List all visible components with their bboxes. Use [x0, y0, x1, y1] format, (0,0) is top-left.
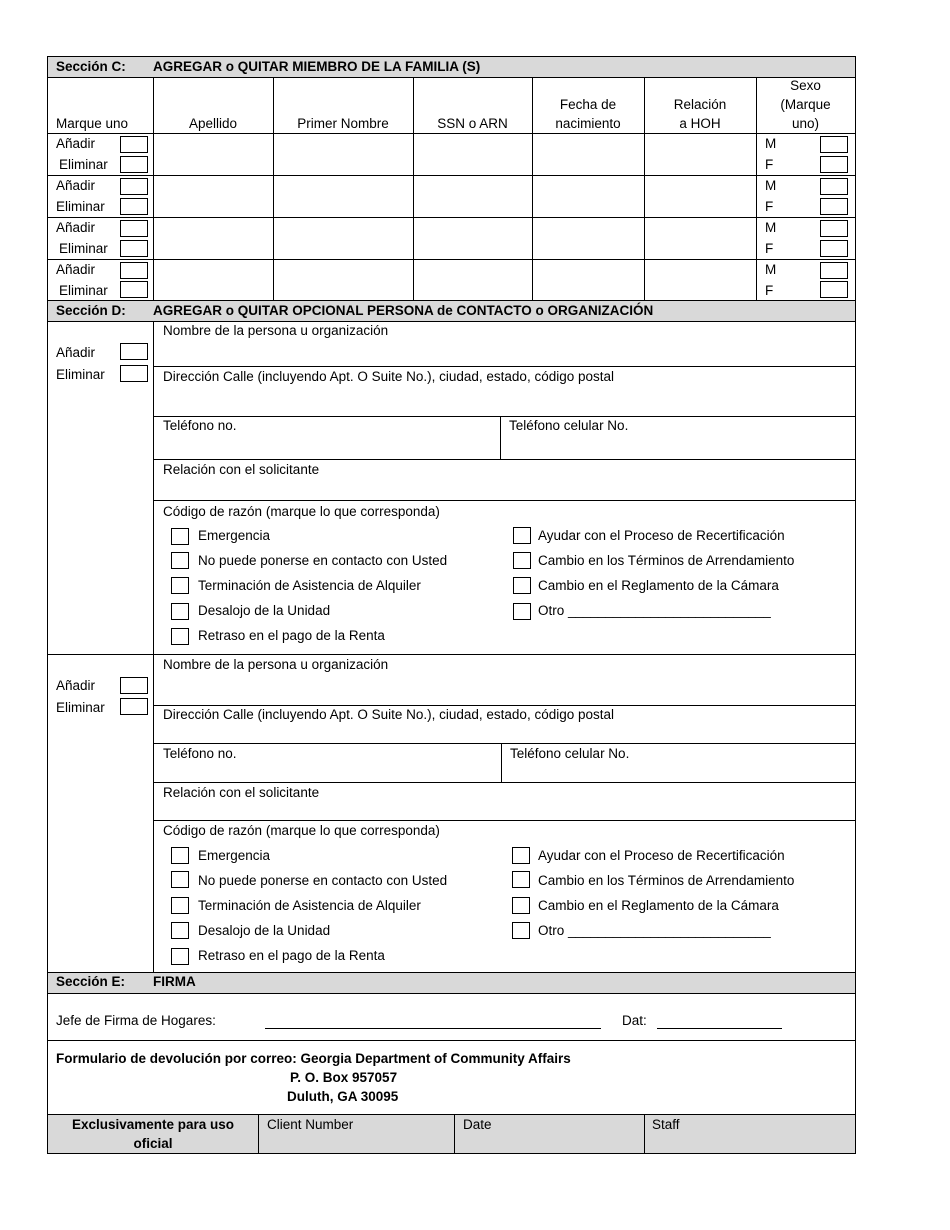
rule: [153, 782, 855, 783]
rule: [273, 77, 274, 301]
reason-option: Retraso en el pago de la Renta: [198, 628, 385, 643]
rule: [258, 1114, 259, 1154]
rule: [153, 743, 855, 744]
section-e-title: FIRMA: [153, 974, 196, 989]
reason-option: Terminación de Asistencia de Alquiler: [198, 578, 421, 593]
sex-male-label: M: [765, 136, 777, 151]
contact-address-label: Dirección Calle (incluyendo Apt. O Suite No.), ciudad, estado, código postal: [163, 707, 614, 722]
reason-house-rules-checkbox[interactable]: [513, 577, 531, 594]
contact-remove-label: Eliminar: [56, 367, 105, 382]
reason-option: Desalojo de la Unidad: [198, 603, 331, 618]
reason-house-rules-checkbox[interactable]: [512, 897, 530, 914]
section-c-label: Sección C:: [56, 59, 126, 74]
contact-phone-label: Teléfono no.: [163, 746, 237, 761]
sex-male-checkbox[interactable]: [820, 178, 848, 195]
remove-contact-checkbox[interactable]: [120, 698, 148, 715]
add-member-checkbox[interactable]: [120, 220, 148, 237]
rule: [47, 972, 856, 973]
row-add-label: Añadir: [56, 262, 96, 277]
col-mark-header: Marque uno: [56, 116, 129, 131]
reason-other-checkbox[interactable]: [513, 603, 531, 620]
contact-cell-label: Teléfono celular No.: [510, 746, 630, 761]
rule: [47, 217, 856, 218]
reason-late-rent-checkbox[interactable]: [171, 948, 189, 965]
signature-line[interactable]: [265, 1028, 601, 1029]
sex-female-label: F: [765, 199, 774, 214]
contact-name-label: Nombre de la persona u organización: [163, 323, 389, 338]
row-remove-label: Eliminar: [56, 199, 105, 214]
rule: [47, 1153, 856, 1154]
sex-female-checkbox[interactable]: [820, 198, 848, 215]
reason-no-contact-checkbox[interactable]: [171, 552, 189, 569]
staff-label: Staff: [652, 1117, 680, 1132]
signature-label: Jefe de Firma de Hogares:: [56, 1013, 216, 1028]
col-sex-header: Sexo: [790, 78, 821, 93]
frame-right: [855, 56, 856, 1154]
col-rel-header: Relación: [673, 97, 727, 112]
col-first-name-header: Primer Nombre: [297, 116, 389, 131]
add-contact-checkbox[interactable]: [120, 677, 148, 694]
rule: [153, 500, 855, 501]
col-dob-header: Fecha de: [559, 97, 617, 112]
rule: [153, 366, 855, 367]
section-d-title: AGREGAR o QUITAR OPCIONAL PERSONA de CONTACTO o ORGANIZACIÓN: [153, 303, 654, 318]
reason-lease-terms-checkbox[interactable]: [513, 552, 531, 569]
col-rel-header-2: a HOH: [679, 116, 721, 131]
remove-member-checkbox[interactable]: [120, 281, 148, 298]
reason-option: Cambio en los Términos de Arrendamiento: [538, 873, 795, 888]
rule: [153, 459, 855, 460]
rule: [413, 77, 414, 301]
contact-name-label: Nombre de la persona u organización: [163, 657, 389, 672]
col-last-name-header: Apellido: [188, 116, 238, 131]
date-field-label: Date: [463, 1117, 492, 1132]
sex-female-checkbox[interactable]: [820, 240, 848, 257]
rule: [47, 56, 856, 57]
reason-option: Terminación de Asistencia de Alquiler: [198, 898, 421, 913]
rule: [501, 743, 502, 782]
rule: [47, 259, 856, 260]
remove-member-checkbox[interactable]: [120, 156, 148, 173]
sex-male-checkbox[interactable]: [820, 136, 848, 153]
sex-male-checkbox[interactable]: [820, 262, 848, 279]
sex-female-checkbox[interactable]: [820, 156, 848, 173]
reason-option: Emergencia: [198, 848, 271, 863]
rule: [153, 416, 855, 417]
reason-emergency-checkbox[interactable]: [171, 847, 189, 864]
rule: [47, 654, 856, 655]
sex-male-label: M: [765, 220, 777, 235]
rule: [153, 820, 855, 821]
rule: [644, 1114, 645, 1154]
contact-add-label: Añadir: [56, 345, 96, 360]
reason-option: No puede ponerse en contacto con Usted: [198, 553, 448, 568]
contact-remove-label: Eliminar: [56, 700, 105, 715]
date-label: Dat:: [622, 1013, 647, 1028]
sex-female-label: F: [765, 241, 774, 256]
reason-eviction-checkbox[interactable]: [171, 603, 189, 620]
col-dob-header-2: nacimiento: [555, 116, 621, 131]
contact-relation-label: Relación con el solicitante: [163, 785, 320, 800]
rule: [153, 705, 855, 706]
row-remove-label: Eliminar: [59, 241, 108, 256]
rule: [47, 993, 856, 994]
section-c-title: AGREGAR o QUITAR MIEMBRO DE LA FAMILIA (S): [153, 59, 481, 74]
row-add-label: Añadir: [56, 220, 96, 235]
col-sex-header-2: (Marque: [780, 97, 831, 112]
reason-code-label: Código de razón (marque lo que corresponda): [163, 823, 440, 838]
rule: [454, 1114, 455, 1154]
reason-recertification-checkbox[interactable]: [513, 527, 531, 544]
section-e-label: Sección E:: [56, 974, 126, 989]
add-member-checkbox[interactable]: [120, 178, 148, 195]
row-add-label: Añadir: [56, 136, 96, 151]
rule: [153, 77, 154, 301]
rule: [500, 416, 501, 459]
add-contact-checkbox[interactable]: [120, 343, 148, 360]
reason-option: Cambio en el Reglamento de la Cámara: [538, 898, 779, 913]
reason-lease-terms-checkbox[interactable]: [512, 871, 530, 888]
mail-to-line: Formulario de devolución por correo: Georgia Department of Community Affairs: [56, 1051, 571, 1066]
rule: [47, 175, 856, 176]
contact-cell-label: Teléfono celular No.: [509, 418, 629, 433]
contact-phone-label: Teléfono no.: [163, 418, 237, 433]
row-remove-label: Eliminar: [59, 157, 108, 172]
office-use-label-2: oficial: [133, 1136, 173, 1151]
reason-option: Ayudar con el Proceso de Recertificación: [538, 528, 785, 543]
rule: [153, 321, 154, 973]
rule: [47, 1114, 856, 1115]
section-d-label: Sección D:: [56, 303, 126, 318]
sex-male-label: M: [765, 262, 777, 277]
reason-code-label: Código de razón (marque lo que corresponda): [163, 504, 440, 519]
reason-emergency-checkbox[interactable]: [171, 528, 189, 545]
reason-option: Retraso en el pago de la Renta: [198, 948, 385, 963]
rule: [47, 300, 856, 301]
reason-other-label[interactable]: Otro ___________________________: [538, 603, 771, 618]
sex-male-label: M: [765, 178, 777, 193]
remove-member-checkbox[interactable]: [120, 198, 148, 215]
add-member-checkbox[interactable]: [120, 136, 148, 153]
reason-option: Ayudar con el Proceso de Recertificación: [538, 848, 785, 863]
reason-other-checkbox[interactable]: [512, 922, 530, 939]
col-sex-header-3: uno): [791, 116, 820, 131]
contact-address-label: Dirección Calle (incluyendo Apt. O Suite No.), ciudad, estado, código postal: [163, 369, 614, 384]
col-ssn-header: SSN o ARN: [437, 116, 508, 131]
remove-member-checkbox[interactable]: [120, 240, 148, 257]
reason-option: Desalojo de la Unidad: [198, 923, 331, 938]
remove-contact-checkbox[interactable]: [120, 365, 148, 382]
client-number-label: Client Number: [267, 1117, 354, 1132]
rule: [47, 321, 856, 322]
mail-po-box: P. O. Box 957057: [290, 1070, 398, 1085]
reason-other-label[interactable]: Otro ___________________________: [538, 923, 771, 938]
reason-option: Cambio en el Reglamento de la Cámara: [538, 578, 779, 593]
add-member-checkbox[interactable]: [120, 262, 148, 279]
reason-option: Cambio en los Términos de Arrendamiento: [538, 553, 795, 568]
reason-termination-checkbox[interactable]: [171, 577, 189, 594]
sex-male-checkbox[interactable]: [820, 220, 848, 237]
reason-option: No puede ponerse en contacto con Usted: [198, 873, 448, 888]
reason-recertification-checkbox[interactable]: [512, 847, 530, 864]
office-use-label: Exclusivamente para uso: [71, 1117, 235, 1132]
mail-city: Duluth, GA 30095: [287, 1089, 399, 1104]
contact-relation-label: Relación con el solicitante: [163, 462, 320, 477]
row-remove-label: Eliminar: [59, 283, 108, 298]
reason-eviction-checkbox[interactable]: [171, 922, 189, 939]
reason-option: Emergencia: [198, 528, 271, 543]
contact-add-label: Añadir: [56, 678, 96, 693]
reason-late-rent-checkbox[interactable]: [171, 628, 189, 645]
sex-female-checkbox[interactable]: [820, 281, 848, 298]
rule: [47, 1040, 856, 1041]
rule: [47, 133, 856, 134]
rule: [47, 77, 856, 78]
date-line[interactable]: [657, 1028, 782, 1029]
reason-no-contact-checkbox[interactable]: [171, 871, 189, 888]
row-add-label: Añadir: [56, 178, 96, 193]
sex-female-label: F: [765, 157, 774, 172]
sex-female-label: F: [765, 283, 774, 298]
reason-termination-checkbox[interactable]: [171, 897, 189, 914]
frame-left: [47, 56, 48, 1154]
